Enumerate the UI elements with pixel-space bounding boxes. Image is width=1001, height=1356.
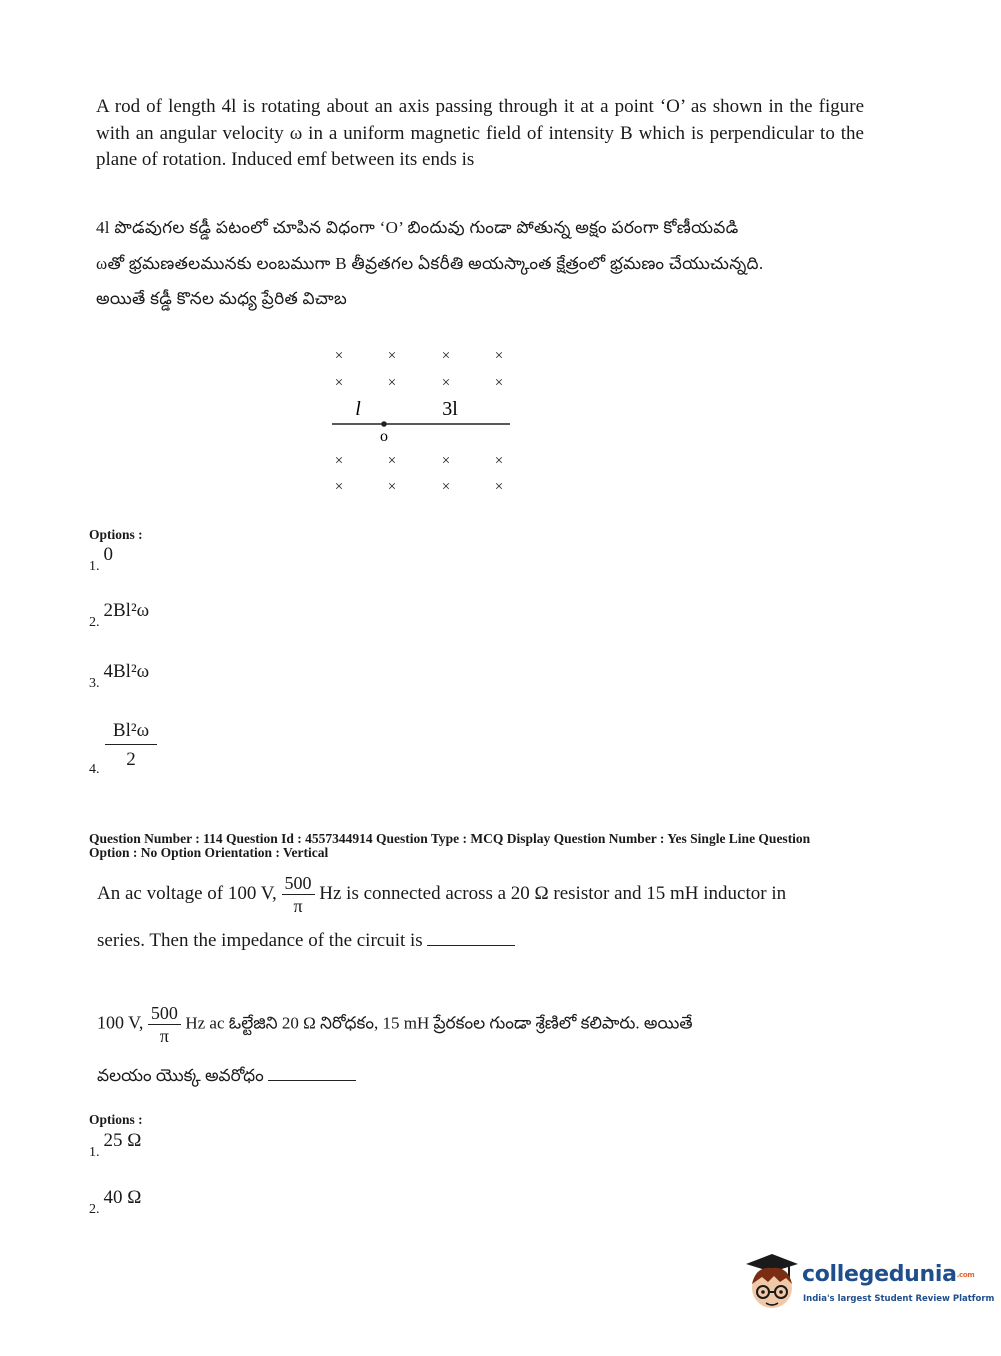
q1-english-text: A rod of length 4l is rotating about an axis passing through it at a point ‘O’ as shown in the figure with an angular velocity ω in a uniform magnetic field of intensity B which is perpendicular to the plane of rotation. Induced emf between its ends is (96, 96, 864, 170)
option-text: 2Bl²ω (103, 600, 150, 621)
option-text: 4Bl²ω (103, 661, 150, 682)
option-text: 0 (103, 544, 113, 565)
q2-en-pre: An ac voltage of 100 V, (97, 882, 277, 904)
q2-en-post: Hz is connected across a 20 Ω resistor and 15 mH inductor in (319, 882, 787, 904)
q2-en-line2-text: series. Then the impedance of the circuit is (97, 930, 423, 951)
option-numerator: Bl²ω (105, 720, 157, 745)
q1-option-3[interactable] (89, 661, 150, 691)
option-text: 40 Ω (103, 1187, 142, 1208)
q1-option-2[interactable] (89, 600, 150, 630)
frequency-fraction (148, 1002, 181, 1047)
field-cross-2-1: × (387, 453, 397, 469)
q2-english-line-1 (97, 872, 786, 917)
q2-telugu-line-2 (97, 1066, 356, 1090)
option-denominator: 2 (126, 749, 136, 770)
frequency-fraction (282, 872, 315, 917)
option-number: 2. (89, 615, 100, 630)
field-cross-3-2: × (441, 479, 451, 495)
field-cross-1-1: × (387, 375, 397, 391)
field-cross-1-3: × (494, 375, 504, 391)
q2-option-1[interactable] (89, 1130, 142, 1160)
q2-meta-line-2: Option : No Option Orientation : Vertical (89, 845, 329, 860)
q2-te-pre: 100 V, (97, 1012, 144, 1033)
q2-options-label: Options : (89, 1112, 143, 1127)
option-number: 4. (89, 762, 100, 777)
q2-option-2[interactable] (89, 1187, 142, 1217)
option-text: 25 Ω (103, 1130, 142, 1151)
q1-telugu-line-3: అయితే కడ్డీ కొనల మధ్య ప్రేరిత విచాబ (96, 289, 348, 308)
option-number: 3. (89, 676, 100, 691)
logo-name: collegedunia (802, 1262, 957, 1287)
field-cross-0-3: × (494, 348, 504, 364)
field-cross-3-1: × (387, 479, 397, 495)
option-number: 1. (89, 559, 100, 574)
field-cross-1-2: × (441, 375, 451, 391)
q1-telugu-line-2: ωతో భ్రమణతలమునకు లంబముగా B తీవ్రతగల ఏకరీతి అయస్కాంత క్షేత్రంలో భ్రమణం చేయుచున్నది. (96, 254, 764, 273)
fraction-numerator: 500 (148, 1002, 181, 1025)
q2-telugu-line-1 (97, 1002, 693, 1047)
field-cross-0-2: × (441, 348, 451, 364)
fraction-denominator: π (293, 896, 303, 916)
field-cross-1-0: × (334, 375, 344, 391)
q1-telugu-line-1: 4l పొడవుగల కడ్డీ పటంలో చూపిన విధంగా ‘O’ బిందువు గుండా పోతున్న అక్షం పరంగా కోణీయవడి (96, 218, 739, 237)
q2-english-line-2 (97, 930, 515, 952)
q1-option-1[interactable] (89, 544, 113, 574)
answer-blank (268, 1080, 356, 1081)
q1-options-label: Options : (89, 527, 143, 542)
rod-figure (320, 340, 520, 500)
q2-meta-line-1: Question Number : 114 Question Id : 4557344914 Question Type : MCQ Display Question Number : Yes Single Line Question (89, 831, 811, 846)
rod-right-label: 3l (442, 398, 458, 420)
option-number: 2. (89, 1202, 100, 1217)
pivot-label: o (380, 428, 388, 445)
field-cross-2-2: × (441, 453, 451, 469)
field-cross-0-0: × (334, 348, 344, 364)
magnetic-field-crosses (335, 348, 503, 495)
fraction-denominator: π (159, 1026, 169, 1046)
option-number: 1. (89, 1145, 100, 1160)
collegedunia-logo (742, 1250, 995, 1320)
field-cross-0-1: × (387, 348, 397, 364)
logo-suffix: .com (956, 1271, 975, 1279)
answer-blank (427, 945, 515, 946)
pivot-point (381, 421, 387, 427)
field-cross-3-3: × (494, 479, 504, 495)
logo-tagline: India's largest Student Review Platform (803, 1294, 995, 1304)
logo-wordmark (802, 1262, 974, 1287)
field-cross-3-0: × (334, 479, 344, 495)
mascot-icon (742, 1250, 800, 1314)
q2-te-post: Hz ac ఓల్టేజిని 20 Ω నిరోధకం, 15 mH ప్రేరకంల గుండా శ్రేణిలో కలిపారు. అయితే (185, 1013, 693, 1033)
field-cross-2-3: × (494, 453, 504, 469)
fraction-numerator: 500 (282, 872, 315, 895)
field-cross-2-0: × (334, 453, 344, 469)
rod-left-label: l (355, 398, 361, 420)
q2-te-line2-text: వలయం యొక్క అవరోధం (97, 1066, 264, 1085)
